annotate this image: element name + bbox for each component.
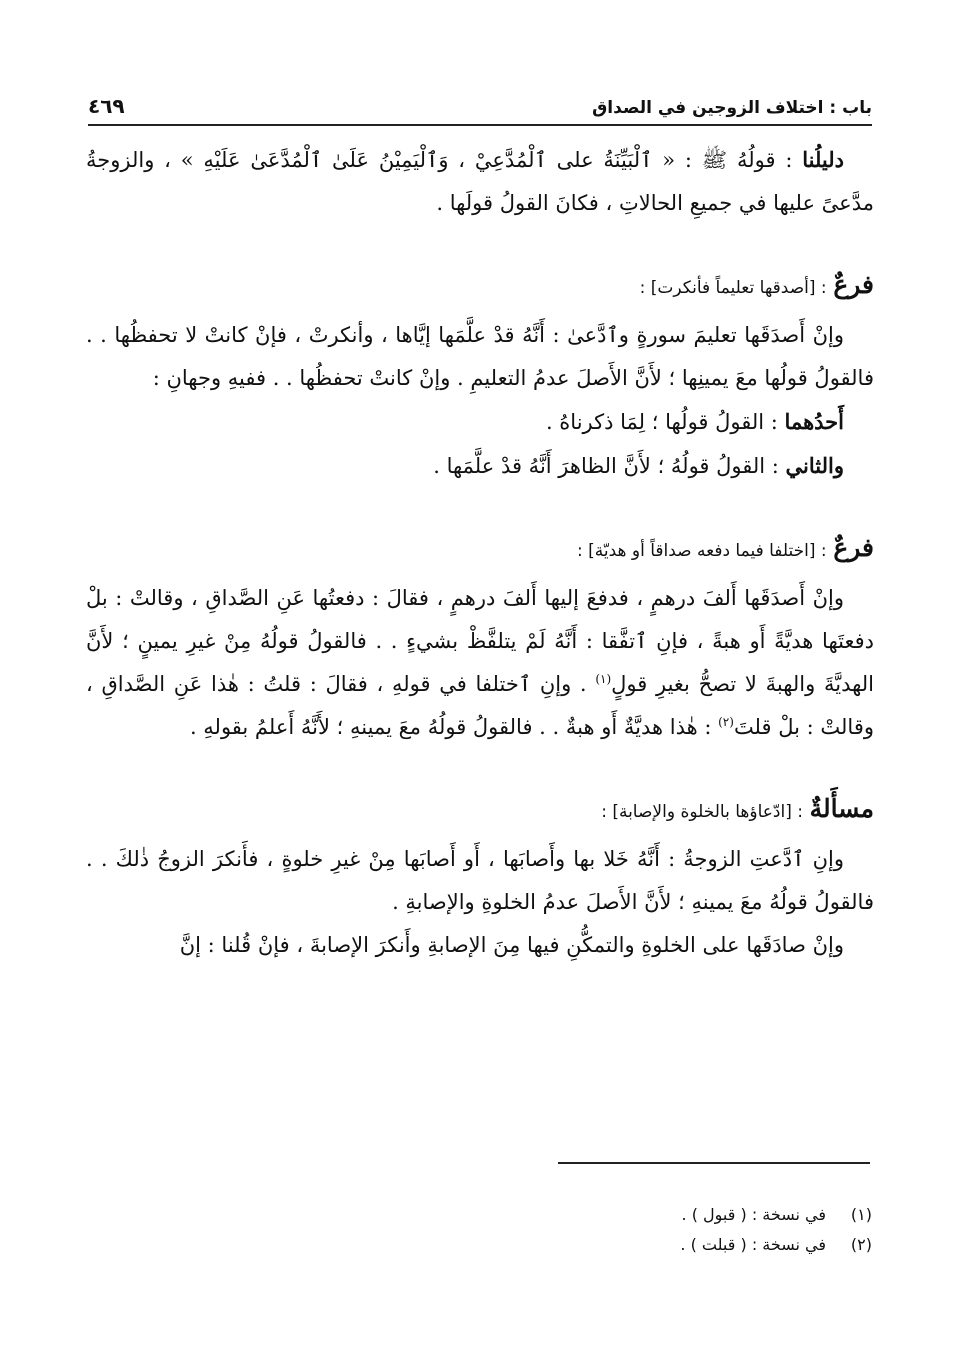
footnote-ref-2[interactable]: (٢) — [718, 715, 734, 729]
option-1-lead: أَحدُهما — [784, 409, 844, 434]
footnote-1 — [88, 1200, 872, 1230]
section-3-paragraph-1: وإنِ ٱدَّعتِ الزوجةُ : أَنَّهُ خَلا بها وأَصابَها ، أَو أَصابَها مِنْ غيرِ خلوةٍ ، فأَنكرَ الزوجُ ذٰلكَ . . فالقولُ قولُهُ معَ يمينهِ ؛ لأَنَّ الأَصلَ عدمُ الخلوةِ والإصابةِ . — [86, 847, 874, 914]
footnote-1-text: في نسخة : ( قبول ) . — [681, 1205, 826, 1224]
section-3-paragraph-2: وإنْ صادَقَها على الخلوةِ والتمكُّنِ فيها مِنَ الإصابةِ وأَنكرَ الإصابةَ ، فإنْ قُلنا : إنَّ — [179, 933, 844, 957]
footnote-2 — [88, 1230, 872, 1260]
main-text — [86, 138, 874, 967]
footnote-2-text: في نسخة : ( قبلت ) . — [680, 1235, 826, 1254]
section-1-option-2 — [86, 444, 874, 488]
evidence-paragraph — [86, 138, 874, 225]
option-2-text: : القولُ قولُهُ ؛ لأَنَّ الظاهرَ أَنَّهُ قدْ علَّمَها . — [433, 454, 786, 478]
section-heading-2 — [86, 526, 874, 573]
section-2-text-c: : هٰذا هديَّةٌ أَو هبةٌ . . فالقولُ قولُهُ معَ يمينهِ ؛ لأَنَّهُ أَعلمُ بقولهِ . — [189, 715, 719, 739]
section-2-text-a: وإنْ أَصدَقَها أَلفَ درهمٍ ، فدفعَ إليها أَلفَ درهمٍ ، فقالَ : دفعتُها عَنِ الصَّداقِ ، وقالتْ : بلْ دفعتَها هديَّةً أَو هبةً ، فإنِ ٱتفَّقا : أَنَّهُ لَمْ يتلفَّظْ بشيءٍ . . فالقولُ قولُهُ مِنْ غيرِ يمينٍ ؛ لأَنَّ الهديَّةَ والهبةَ لا تصحُّ بغيرِ قولٍ — [86, 586, 875, 696]
footnotes — [88, 1200, 872, 1260]
section-1-title: : [أصدقها تعليماً فأنكرت] : — [639, 278, 827, 298]
footnote-2-number: (٢) — [850, 1235, 872, 1254]
section-1-option-1 — [86, 400, 874, 444]
section-2-word: فرعٌ — [833, 533, 874, 562]
footnote-1-number: (١) — [850, 1205, 872, 1224]
section-heading-3 — [86, 787, 874, 834]
section-2-text-b: . وإنِ ٱختلفا في قولهِ ، فقالَ : قلتُ : هٰذا عَنِ الصَّداقِ ، وقالتْ : بلْ قلتَ — [86, 672, 874, 739]
evidence-lead: دليلُنا — [802, 147, 844, 172]
chapter-title: باب : اختلاف الزوجين في الصداق — [592, 98, 872, 118]
footnote-ref-1[interactable]: (١) — [595, 672, 612, 686]
section-heading-1 — [86, 263, 874, 310]
section-3-word: مسأَلةٌ — [809, 794, 874, 823]
section-1-paragraph: وإنْ أَصدَقَها تعليمَ سورةٍ وٱدَّعىٰ : أَنَّهُ قدْ علَّمَها إيَّاها ، وأنكرتْ ، فإنْ كانتْ لا تحفظُها . . فالقولُ قولُها معَ يمينِها ؛ لأَنَّ الأَصلَ عدمُ التعليمِ . وإنْ كانتْ تحفظُها . . ففيهِ وجهانِ : — [86, 323, 874, 390]
evidence-text: : قولُهُ ﷺ : « ٱلْبَيِّنَةُ على ٱلْمُدَّعِيْ ، وَٱلْيَمِيْنُ عَلَىٰ ٱلْمُدَّعَىٰ عَلَيْهِ » ، والزوجةُ مدَّعىً عليها في جميعِ الحالاتِ ، فكانَ القولُ قولَها . — [86, 148, 874, 215]
section-1-word: فرعٌ — [833, 270, 874, 299]
section-3-title: : [ادّعاؤها بالخلوة والإصابة] : — [601, 802, 803, 822]
option-1-text: : القولُ قولُها ؛ لِمَا ذكرناهُ . — [545, 410, 785, 434]
option-2-lead: والثاني — [785, 453, 844, 478]
section-2-title: : [اختلفا فيما دفعه صداقاً أو هديّة] : — [576, 541, 827, 561]
page-number: ٤٦٩ — [88, 94, 125, 118]
footnote-separator — [558, 1162, 870, 1164]
running-header — [88, 78, 872, 126]
section-2-paragraph — [86, 577, 874, 749]
